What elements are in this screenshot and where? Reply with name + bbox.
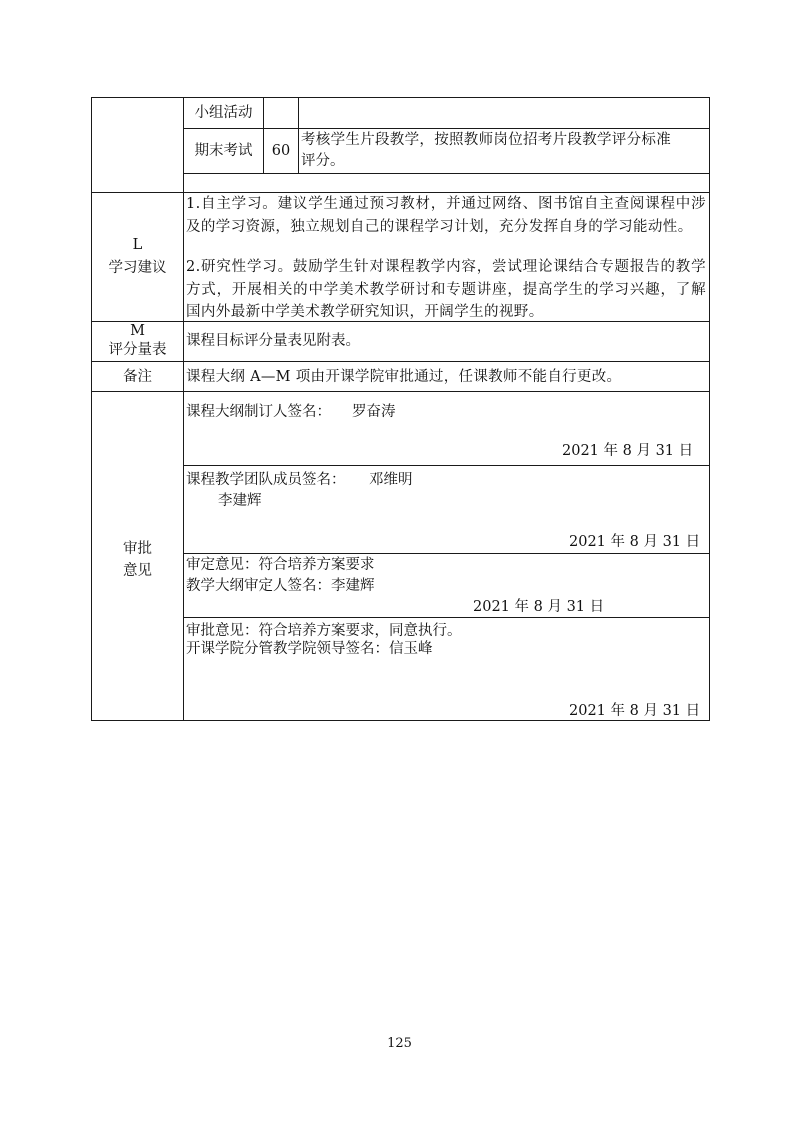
review-opinion: 审定意见：符合培养方案要求 bbox=[186, 557, 375, 573]
drafter-signature-label: 课程大纲制订人签名： bbox=[186, 404, 331, 420]
page-number: 125 bbox=[387, 1036, 412, 1051]
final-exam-weight: 60 bbox=[271, 143, 291, 159]
remarks-text: 课程大纲 A—M 项由开课学院审批通过，任课教师不能自行更改。 bbox=[186, 369, 622, 385]
review-date: 2021 年 8 月 31 日 bbox=[473, 599, 605, 615]
approval-title-line2: 意见 bbox=[123, 563, 152, 579]
approval-title-line1: 审批 bbox=[123, 541, 152, 557]
approve-opinion: 审批意见：符合培养方案要求，同意执行。 bbox=[186, 623, 462, 639]
remarks-title: 备注 bbox=[123, 369, 152, 385]
final-exam-desc-line2: 评分。 bbox=[301, 153, 345, 169]
team-signature-name-2: 李建辉 bbox=[218, 493, 262, 509]
table-right-border bbox=[709, 97, 710, 721]
table-left-border bbox=[91, 97, 92, 721]
column-divider bbox=[183, 97, 184, 721]
group-activity-label: 小组活动 bbox=[194, 105, 253, 121]
final-exam-label: 期末考试 bbox=[194, 143, 253, 159]
row-divider bbox=[183, 617, 710, 618]
team-signature-label: 课程教学团队成员签名： bbox=[186, 472, 346, 488]
study-advice-code: L bbox=[132, 237, 143, 253]
study-advice-item-2: 2.研究性学习。鼓励学生针对课程教学内容，尝试理论课结合专题报告的教学方式，开展相关的中学美术教学研讨和专题讲座，提高学生的学习兴趣，了解国内外最新中学美术教学研究知识，开阔学生的视野。 bbox=[186, 259, 706, 320]
approve-date: 2021 年 8 月 31 日 bbox=[569, 703, 701, 719]
study-advice-title: 学习建议 bbox=[108, 260, 167, 276]
approve-signer: 开课学院分管教学院领导签名：信玉峰 bbox=[186, 641, 433, 657]
team-signature-date: 2021 年 8 月 31 日 bbox=[569, 534, 701, 550]
drafter-signature-date: 2021 年 8 月 31 日 bbox=[562, 443, 694, 459]
row-divider bbox=[183, 465, 710, 466]
drafter-signature-name: 罗奋涛 bbox=[352, 404, 396, 420]
column-divider bbox=[263, 97, 264, 174]
rubric-text: 课程目标评分量表见附表。 bbox=[186, 333, 360, 349]
study-advice-item-1: 1.自主学习。建议学生通过预习教材，并通过网络、图书馆自主查阅课程中涉及的学习资源，独立规划自己的课程学习计划，充分发挥自身的学习能动性。 bbox=[186, 196, 706, 235]
review-signer: 教学大纲审定人签名：李建辉 bbox=[186, 578, 375, 594]
column-divider bbox=[298, 97, 299, 174]
rubric-code: M bbox=[130, 323, 145, 339]
team-signature-name-1: 邓维明 bbox=[369, 472, 413, 488]
final-exam-desc-line1: 考核学生片段教学，按照教师岗位招考片段教学评分标准 bbox=[301, 132, 671, 148]
rubric-title: 评分量表 bbox=[108, 342, 167, 358]
